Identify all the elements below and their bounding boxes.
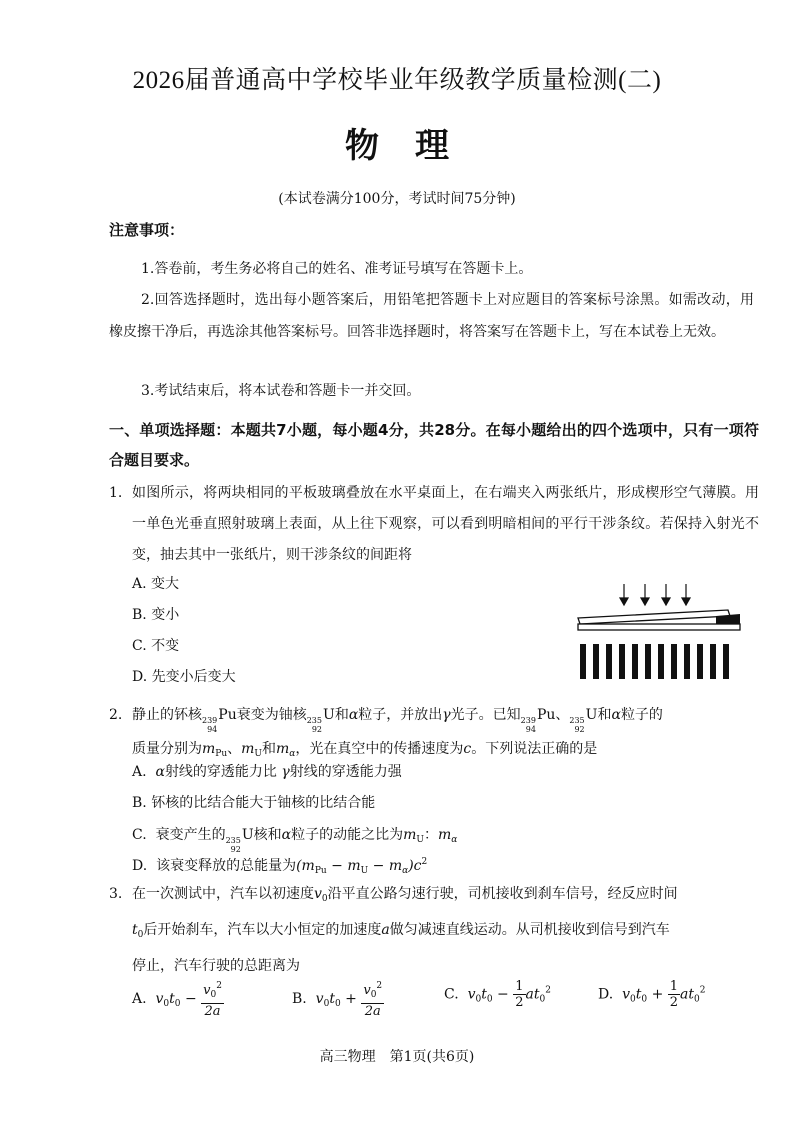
question-number: 2. bbox=[109, 707, 123, 723]
interference-fringes bbox=[580, 644, 729, 679]
exam-title: 2026届普通高中学校毕业年级教学质量检测(二) bbox=[132, 67, 662, 94]
notice-item-3: 3.考试结束后，将本试卷和答题卡一并交回。 bbox=[141, 383, 421, 399]
notice-item-1: 1.答卷前，考生务必将自己的姓名、准考证号填写在答题卡上。 bbox=[141, 261, 533, 277]
section-heading: 一、单项选择题：本题共7小题，每小题4分，共28分。在每小题给出的四个选项中，只有一项符合题目要求。 bbox=[109, 421, 759, 469]
q2-option-b: B. 钚核的比结合能大于铀核的比结合能 bbox=[132, 795, 376, 811]
question-stem: 如图所示，将两块相同的平板玻璃叠放在水平桌面上，在右端夹入两张纸片，形成楔形空气薄膜。用一单色光垂直照射玻璃上表面，从上往下观察，可以看到明暗相间的平行干涉条纹。若保持入射光不变，抽去其中一张纸片，则干涉条纹的间距将 bbox=[132, 485, 759, 563]
question-stem: 静止的钚核 239 94 Pu衰变为铀核 235 92 U和α粒子，并放出γ光子。已知 239 94 Pu、 235 92 U和α粒子的 质量分别为$m_{Pu}$、$m_U$和$m_\alpha$，光在真空中的传播速度为c。下列说法正确的是 bbox=[132, 707, 663, 759]
exam-note: (本试卷满分100分，考试时间75分钟) bbox=[278, 191, 516, 207]
question-stem: 在一次测试中，汽车以初速度$v_0$沿平直公路匀速行驶，司机接收到刹车信号，经反应时间 $t_0$后开始刹车，汽车以大小恒定的加速度a做匀减速直线运动。从司机接收到信号到汽车 停止，汽车行驶的总距离为 bbox=[132, 886, 678, 974]
q1-option-a: A. 变大 bbox=[132, 576, 180, 592]
incident-light-arrows bbox=[620, 584, 690, 605]
q2-option-d: D. 该衰变释放的总能量为$(m_{Pu} - m_U - m_\alpha)c^2$ bbox=[132, 857, 428, 876]
wedge-film-diagram bbox=[572, 580, 752, 682]
page-footer: 高三物理 第1页(共6页) bbox=[319, 1049, 475, 1065]
q1-option-b: B. 变小 bbox=[132, 607, 180, 623]
question-1 bbox=[109, 478, 759, 571]
q3-option-d: D. $v_0t_0$ + $\frac{1}{2}$ $at_0^2$ bbox=[598, 979, 706, 1010]
question-number: 1. bbox=[109, 485, 123, 501]
question-3 bbox=[109, 879, 759, 982]
q3-option-a: A. $v_0t_0$ − $\frac{v_0^2}{2a}$ bbox=[132, 981, 222, 1019]
question-2 bbox=[109, 700, 759, 770]
notice-title: 注意事项： bbox=[109, 221, 185, 239]
q1-option-c: C. 不变 bbox=[132, 638, 180, 654]
q3-option-b: B. $v_0t_0$ + $\frac{v_0^2}{2a}$ bbox=[292, 981, 383, 1019]
notice-item-2: 2.回答选择题时，选出每小题答案后，用铅笔把答题卡上对应题目的答案标号涂黑。如需改动，用橡皮擦干净后，再选涂其他答案标号。回答非选择题时，将答案写在答题卡上，写在本试卷上无效。 bbox=[109, 292, 754, 340]
q3-option-c: C. $v_0t_0$ − $\frac{1}{2}$ $at_0^2$ bbox=[444, 979, 551, 1010]
bottom-glass-plate bbox=[578, 624, 740, 630]
q2-option-a: A. α射线的穿透能力比 γ射线的穿透能力强 bbox=[132, 764, 402, 780]
q1-option-d: D. 先变小后变大 bbox=[132, 669, 236, 685]
subject-title: 物理 bbox=[345, 126, 485, 166]
question-number: 3. bbox=[109, 886, 123, 902]
top-glass-plate bbox=[578, 610, 730, 624]
q2-option-c: C. 衰变产生的 235 92 U核和α粒子的动能之比为$m_U$：$m_\alpha$ bbox=[132, 827, 458, 854]
